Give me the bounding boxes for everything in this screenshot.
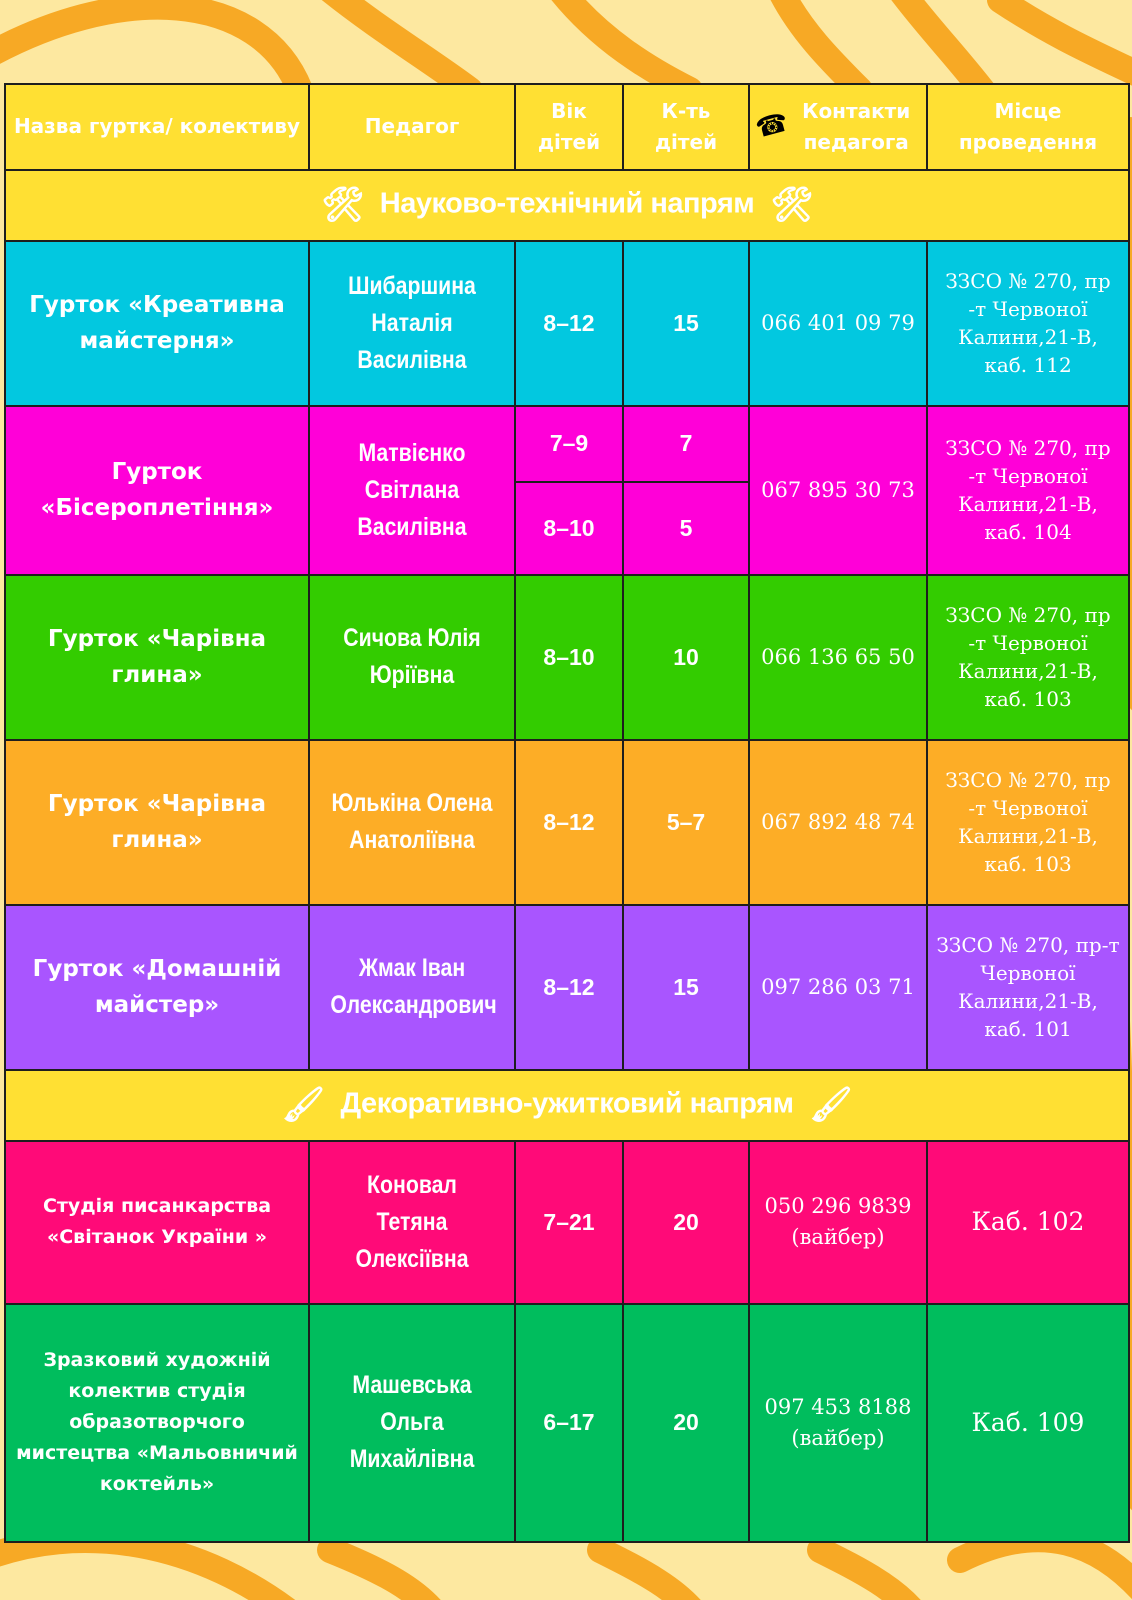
age-range: 7–9 [515,406,623,482]
location: Каб. 109 [927,1304,1129,1542]
table-row [5,1304,1129,1542]
club-name: Гурток «Чарівна глина» [5,740,309,905]
location: ЗЗСО № 270, пр -т Червоної Калини,21-В, каб. 112 [927,241,1129,406]
age-range: 6–17 [515,1304,623,1542]
teacher-name: Матвієнко Світлана Василівна [324,406,499,575]
children-count: 15 [623,241,749,406]
teacher-name: Машевська Ольга Михайлівна [324,1304,499,1542]
hammer-wrench-icon: 🛠 [321,186,364,225]
age-range: 7–21 [515,1141,623,1304]
location: Каб. 102 [927,1141,1129,1304]
teacher-name: Юлькіна Олена Анатоліївна [324,740,499,905]
phone-number: 067 892 48 74 [749,740,927,905]
club-name: Студія писанкарства «Світанок України » [5,1141,309,1304]
table-row [5,575,1129,740]
teacher-name: Коновал Тетяна Олексіївна [324,1141,499,1304]
section-title-science: Науково-технічний напрям [379,187,755,220]
section-row-science [5,170,1129,241]
header-age: Вік дітей [515,84,623,170]
table-row [5,740,1129,905]
section-row-decorative [5,1070,1129,1141]
hammer-wrench-icon: 🛠 [770,186,813,225]
club-name: Гурток «Чарівна глина» [5,575,309,740]
age-range: 8–12 [515,905,623,1070]
paintbrush-icon: 🖌 [809,1086,853,1125]
teacher-name: Сичова Юлія Юріївна [324,575,499,740]
phone-icon: ☎ [752,107,792,145]
phone-number: 097 453 8188 (вайбер) [749,1304,927,1542]
children-count: 7 [623,406,749,482]
phone-number: 066 136 65 50 [749,575,927,740]
table-row [5,406,1129,482]
header-name: Назва гуртка/ колективу [5,84,309,170]
phone-number: 067 895 30 73 [749,406,927,575]
club-name: Гурток «Креативна майстерня» [5,241,309,406]
children-count: 5–7 [623,740,749,905]
children-count: 20 [623,1304,749,1542]
age-range: 8–12 [515,241,623,406]
club-name: Зразковий художній колектив студія образотворчого мистецтва «Мальовничий коктейль» [5,1304,309,1542]
header-count: К-ть дітей [623,84,749,170]
table-row [5,1141,1129,1304]
section-title-decorative: Декоративно-ужитковий напрям [340,1087,794,1120]
header-contacts-label: Контакти педагога [802,98,911,154]
table-header-row [5,84,1129,170]
header-teacher: Педагог [309,84,515,170]
age-range: 8–10 [515,482,623,575]
phone-number: 097 286 03 71 [749,905,927,1070]
table-row [5,905,1129,1070]
clubs-table [4,83,1130,1543]
children-count: 20 [623,1141,749,1304]
teacher-name: Шибаршина Наталія Василівна [324,241,499,406]
age-range: 8–10 [515,575,623,740]
location: ЗЗСО № 270, пр -т Червоної Калини,21-В, каб. 104 [927,406,1129,575]
club-name: Гурток «Домашній майстер» [5,905,309,1070]
children-count: 5 [623,482,749,575]
children-count: 10 [623,575,749,740]
club-name: Гурток «Бісероплетіння» [5,406,309,575]
children-count: 15 [623,905,749,1070]
paintbrush-icon: 🖌 [281,1086,325,1125]
location: ЗЗСО № 270, пр -т Червоної Калини,21-В, каб. 103 [927,575,1129,740]
phone-number: 050 296 9839 (вайбер) [749,1141,927,1304]
table-row [5,241,1129,406]
phone-number: 066 401 09 79 [749,241,927,406]
age-range: 8–12 [515,740,623,905]
location: ЗЗСО № 270, пр-т Червоної Калини,21-В, каб. 101 [927,905,1129,1070]
teacher-name: Жмак Іван Олександрович [324,905,499,1070]
header-contacts [749,84,927,170]
location: ЗЗСО № 270, пр -т Червоної Калини,21-В, каб. 103 [927,740,1129,905]
header-place: Місце проведення [927,84,1129,170]
